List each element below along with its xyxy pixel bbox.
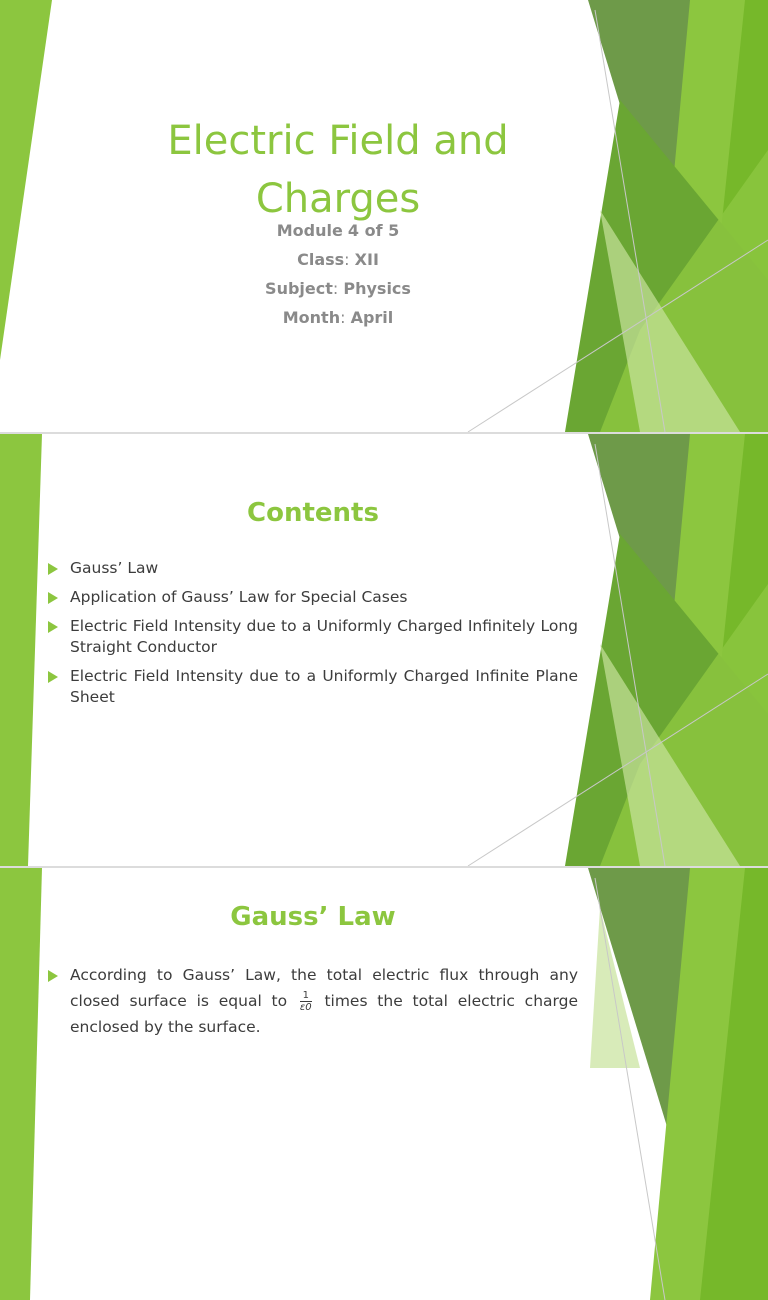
meta-class: Class: XII: [297, 250, 379, 269]
slide-title: Electric Field and Charges: [167, 118, 509, 222]
meta-value: April: [350, 308, 394, 327]
gauss-law-slide: [0, 868, 768, 1036]
meta-module: [190, 221, 486, 241]
meta-label: Subject: [265, 279, 333, 298]
meta-month: Month: April: [282, 308, 394, 327]
meta-value: XII: [354, 250, 379, 269]
contents-list: [48, 558, 578, 716]
meta-label: Module: [276, 221, 343, 240]
list-item: According to Gauss’ Law, the total electric flux through any closed surface is equal to $\frac{1}{\varepsilon 0}$ times the total electric charge enclosed by the surface.: [48, 962, 578, 1040]
contents-slide: [0, 434, 768, 866]
section-heading: Gauss’ Law: [230, 902, 396, 932]
title-slide: [0, 0, 768, 432]
section-heading: Contents: [247, 498, 379, 528]
meta-label: Month: [282, 308, 341, 327]
bullet-arrow-icon: [48, 671, 58, 683]
gauss-law-list: [48, 962, 578, 1048]
list-item: Electric Field Intensity due to a Uniformly Charged Infinite Plane Sheet: [48, 666, 578, 708]
green-decoration: [0, 868, 768, 1300]
meta-subject: Subject: Physics: [265, 279, 411, 298]
bullet-arrow-icon: [48, 592, 58, 604]
bullet-arrow-icon: [48, 970, 58, 982]
fraction: $\frac{1}{\varepsilon 0}$: [299, 990, 312, 1013]
list-item: Electric Field Intensity due to a Uniformly Charged Infinitely Long Straight Conductor: [48, 616, 578, 658]
meta-value: 4 of 5: [347, 221, 400, 240]
bullet-arrow-icon: [48, 563, 58, 575]
list-item: Application of Gauss’ Law for Special Cases: [48, 587, 578, 608]
meta-label: Class: [297, 250, 345, 269]
bullet-arrow-icon: [48, 621, 58, 633]
meta-value: Physics: [343, 279, 411, 298]
list-item: Gauss’ Law: [48, 558, 578, 579]
